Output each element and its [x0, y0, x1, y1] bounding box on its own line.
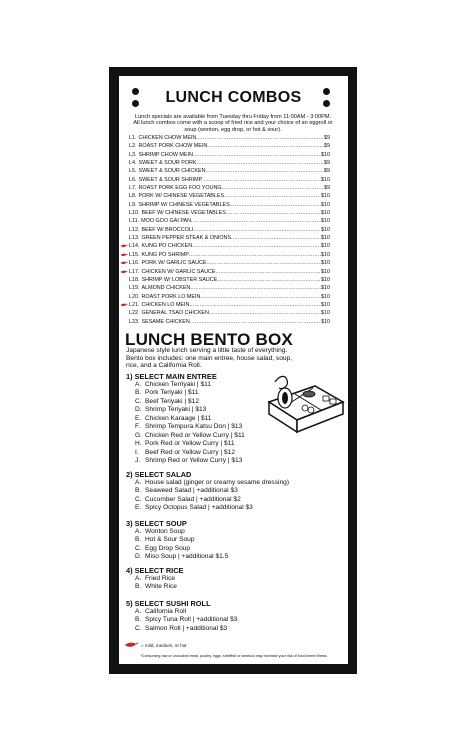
combo-item-code: L17.: [129, 268, 140, 275]
bento-option: [135, 553, 228, 561]
dot-leader: [193, 226, 321, 234]
bento-option: [135, 479, 289, 487]
bento-title: LUNCH BENTO BOX: [125, 330, 293, 349]
bento-option-text: Shrimp Tempura Katsu Don | $13: [145, 423, 243, 431]
combo-item: [129, 318, 330, 326]
combo-item-code: L15.: [129, 251, 140, 258]
bento-option-letter: J.: [135, 457, 141, 465]
bento-option-text: Shrimp Red or Yellow Curry | $13: [145, 457, 243, 465]
combo-item: [129, 176, 330, 184]
dot-leader: [231, 234, 321, 242]
combo-item-name: ROAST PORK EGG FOO YOUNG: [138, 185, 222, 192]
bento-section-options: [135, 608, 237, 633]
combo-item-price: $10: [321, 201, 330, 208]
combo-item-price: $10: [321, 285, 330, 292]
combo-item-code: L10.: [129, 210, 140, 217]
combo-item-name: PORK W/ CHINESE VEGETABLES: [138, 193, 225, 200]
combo-item-price: $10: [321, 193, 330, 200]
bento-option-letter: B.: [135, 616, 142, 624]
bento-option-text: Cucumber Salad | +additional $2: [145, 495, 241, 503]
chili-pepper-icon: [120, 303, 128, 307]
bento-option: [135, 449, 245, 457]
combo-item-price: $10: [321, 276, 330, 283]
dot-leader: [197, 159, 324, 167]
dot-leader: [207, 142, 324, 150]
bento-option: [135, 389, 245, 397]
combo-item-price: $10: [321, 268, 330, 275]
combo-item-name: CHICKEN CHOW MEIN: [138, 135, 197, 141]
combo-item: [129, 192, 330, 200]
combo-item-code: L3.: [129, 151, 137, 158]
bento-option: [135, 545, 228, 553]
bento-option: [135, 487, 289, 495]
combo-item-name: MOO GOO GAI PAN: [141, 218, 192, 225]
combo-item-name: SESAME CHICKEN: [141, 318, 190, 325]
chili-pepper-icon: [120, 261, 128, 265]
combo-item-code: L11.: [129, 218, 140, 225]
combo-item: [129, 142, 330, 150]
bento-option: [135, 432, 245, 440]
spicy-legend-text: = mild, medium, or hot: [141, 642, 187, 648]
combo-item-name: SWEET & SOUR PORK: [138, 160, 197, 167]
combo-item-price: $9: [324, 185, 330, 192]
bento-option: [135, 423, 245, 431]
dot-leader: [222, 184, 324, 192]
combo-item-code: L9.: [129, 201, 137, 208]
bento-box-illustration: [265, 372, 345, 434]
menu-panel: [119, 76, 348, 664]
bento-option-text: Shrimp Teriyaki | $13: [145, 406, 207, 414]
bento-option-letter: D.: [135, 406, 142, 414]
combo-item-price: $10: [321, 310, 330, 317]
combo-item-price: $9: [324, 143, 330, 150]
bento-option-letter: G.: [135, 431, 142, 439]
bento-option: [135, 625, 237, 633]
combo-item-name: SWEET & SOUR SHRIMP: [138, 176, 203, 183]
combo-item-code: L14.: [129, 243, 140, 250]
bento-option: [135, 575, 177, 583]
chili-pepper-icon: [120, 270, 128, 274]
lunch-combos-header: [119, 84, 348, 116]
combo-item-price: $9: [324, 135, 330, 141]
combo-item: [129, 201, 330, 209]
bento-option-text: Hot & Sour Soup: [145, 536, 195, 544]
bento-option-letter: A.: [135, 479, 142, 486]
combo-item: [129, 284, 330, 292]
bento-option-letter: C.: [135, 495, 142, 503]
bento-option-text: Egg Drop Soup: [145, 544, 191, 552]
combo-item: [129, 159, 330, 167]
bento-option-text: Fried Rice: [145, 575, 176, 582]
combo-item-name: SHRIMP W/ CHINESE VEGETABLES: [138, 201, 230, 208]
bento-option-text: Beef Red or Yellow Curry | $12: [145, 448, 236, 456]
dot-leader: [206, 167, 325, 175]
bento-option-text: Pork Red or Yellow Curry | $11: [145, 440, 235, 448]
bento-option-text: Chicken Karaage | $11: [145, 414, 212, 422]
combo-item-code: L4.: [129, 160, 137, 167]
bento-section-options: [135, 575, 177, 592]
bento-option-letter: B.: [135, 389, 142, 397]
combo-item-price: $10: [321, 318, 330, 325]
combo-item-price: $9: [324, 160, 330, 167]
bento-option-text: Wonton Soup: [145, 528, 185, 535]
bento-option: [135, 496, 289, 504]
combo-item-code: L19.: [129, 285, 140, 292]
bento-option-letter: E.: [135, 504, 142, 512]
combo-item-price: $10: [321, 293, 330, 300]
bento-option-text: Beef Teriyaki | $12: [145, 397, 200, 405]
dot-leader: [226, 209, 321, 217]
combo-item-code: L22.: [129, 310, 140, 317]
bento-section-heading: 5) SELECT SUSHI ROLL: [126, 599, 211, 608]
bento-option: [135, 528, 228, 536]
combo-item-name: KUNG PO CHICKEN: [141, 243, 193, 250]
chili-pepper-icon: [120, 244, 128, 248]
bento-section-options: [135, 528, 228, 562]
combo-item-code: L7.: [129, 185, 137, 192]
combo-item: [129, 234, 330, 242]
combo-item-name: GENERAL TSAO CHICKEN: [141, 310, 209, 317]
combo-item-code: L2.: [129, 143, 137, 150]
dot-leader: [215, 268, 321, 276]
combo-item: [129, 151, 330, 159]
bento-option-letter: A.: [135, 575, 142, 582]
combo-item-name: SWEET & SOUR CHICKEN: [138, 168, 206, 175]
bento-option-letter: A.: [135, 381, 142, 388]
bento-option: [135, 457, 245, 465]
bento-option-letter: B.: [135, 583, 142, 591]
combo-item-name: BEEF W/ BROCCOLI: [141, 226, 194, 233]
bento-intro: Japanese style lunch serving a little taste of everything. Bento box includes: one main entree, house salad, soup, rice, and a California Roll.: [126, 347, 293, 370]
combo-item-code: L18.: [129, 276, 140, 283]
bento-option: [135, 583, 177, 591]
food-safety-disclaimer: *Consuming raw or uncooked meat, poultry, eggs, shellfish or seafood may increase your risk of food borne illness.: [140, 654, 328, 658]
bento-option-letter: A.: [135, 608, 142, 615]
bento-option-text: Chicken Terriyaki | $11: [145, 381, 211, 388]
combo-item: [129, 209, 330, 217]
combo-item-price: $10: [321, 251, 330, 258]
bento-option: [135, 440, 245, 448]
combo-item-code: L23.: [129, 318, 140, 325]
combo-item-price: $10: [321, 218, 330, 225]
combo-item-price: $10: [321, 260, 330, 267]
combo-item: [129, 226, 330, 234]
bento-option-letter: H.: [135, 440, 142, 448]
combo-item-price: $9: [324, 168, 330, 175]
bento-option-letter: D.: [135, 553, 142, 561]
dot-leader: [192, 242, 321, 250]
bento-option-text: Spicy Octopus Salad | +additional $3: [145, 504, 253, 512]
bento-option-text: House salad (ginger or creamy sesame dressing): [145, 479, 290, 486]
bento-section-options: [135, 479, 289, 513]
bento-option-text: Spicy Tuna Roll | +additional $3: [145, 616, 238, 624]
spicy-legend: [124, 642, 187, 648]
dot-leader: [193, 151, 321, 159]
dot-leader: [217, 276, 321, 284]
bento-option-text: California Roll: [145, 608, 187, 615]
combo-item-name: ROAST PORK CHOW MEIN: [138, 143, 208, 150]
combo-list: [129, 134, 330, 326]
combo-item: [129, 167, 330, 175]
lunch-combos-note: Lunch specials are available from Tuesday thru Friday from 11:00AM - 3:00PM. All lunch combos come with a scoop of fried rice and your choice of an eggroll or soup (wonton, egg drop, or hot & sour).: [133, 114, 333, 133]
bento-option-letter: A.: [135, 528, 142, 535]
combo-item: [129, 184, 330, 192]
combo-item-code: L20.: [129, 293, 140, 300]
bento-option: [135, 398, 245, 406]
combo-item: [129, 259, 330, 267]
combo-item-name: ALMOND CHICKEN: [141, 285, 191, 292]
dot-leader: [207, 259, 322, 267]
combo-item: [129, 268, 330, 276]
combo-item: [129, 301, 330, 309]
bento-option-text: Pork Teriyaki | $11: [145, 389, 199, 397]
dot-leader: [202, 176, 321, 184]
bento-option: [135, 608, 237, 616]
bento-section-heading: 3) SELECT SOUP: [126, 519, 187, 528]
combo-item-name: CHICKEN LO MEIN: [141, 301, 190, 308]
dot-leader: [196, 134, 324, 142]
combo-item-code: L21.: [129, 301, 140, 308]
bento-option-letter: F.: [135, 423, 141, 431]
combo-item-code: L16.: [129, 260, 140, 267]
combo-item-code: L1.: [129, 135, 137, 141]
bento-option-text: White Rice: [145, 583, 177, 591]
combo-item-price: $10: [321, 176, 330, 183]
bento-option-letter: I.: [135, 448, 139, 456]
combo-item-code: L6.: [129, 176, 137, 183]
bento-option: [135, 415, 245, 423]
dot-leader: [200, 293, 321, 301]
combo-item-name: SHRIMP W/ LOBSTER SAUCE: [141, 276, 218, 283]
combo-item-code: L5.: [129, 168, 137, 175]
bento-option: [135, 406, 245, 414]
bento-option-text: Miso Soup | +additional $1.5: [145, 553, 229, 561]
combo-item-price: $10: [321, 151, 330, 158]
bento-option-letter: C.: [135, 397, 142, 405]
bento-option-text: Seaweed Salad | +additional $3: [145, 487, 238, 495]
combo-item-name: BEEF W/ CHINESE VEGETABLES: [141, 210, 226, 217]
combo-item-name: PORK W/ GARLIC SAUCE: [141, 260, 207, 267]
combo-item-price: $10: [321, 301, 330, 308]
combo-item-code: L12.: [129, 226, 140, 233]
combo-item-name: KUNG PO SHRIMP: [141, 251, 189, 258]
combo-item: [129, 251, 330, 259]
decorative-dots-right: [323, 88, 331, 112]
combo-item-name: ROAST PORK LO MEIN: [141, 293, 201, 300]
dot-leader: [190, 318, 321, 326]
combo-item: [129, 242, 330, 250]
combo-item-price: $10: [321, 243, 330, 250]
bento-option-letter: B.: [135, 487, 142, 495]
bento-section-heading: 1) SELECT MAIN ENTREE: [126, 372, 217, 381]
combo-item: [129, 309, 330, 317]
chili-pepper-icon: [120, 253, 128, 257]
dot-leader: [209, 309, 321, 317]
bento-option: [135, 536, 228, 544]
bento-option-letter: E.: [135, 414, 142, 422]
dot-leader: [190, 284, 321, 292]
dot-leader: [224, 192, 321, 200]
combo-item-name: CHICKEN W/ GARLIC SAUCE: [141, 268, 216, 275]
bento-option: [135, 504, 289, 512]
combo-item-price: $10: [321, 235, 330, 242]
dot-leader: [189, 251, 321, 259]
lunch-combos-title: LUNCH COMBOS: [165, 89, 302, 106]
dot-leader: [189, 301, 321, 309]
combo-item: [129, 293, 330, 301]
bento-option-letter: C.: [135, 544, 142, 552]
bento-option-letter: C.: [135, 624, 142, 632]
chili-pepper-icon: [124, 642, 138, 648]
combo-item-name: SHRIMP CHOW MEIN: [138, 151, 193, 158]
bento-section-heading: 2) SELECT SALAD: [126, 470, 192, 479]
combo-item-code: L8.: [129, 193, 137, 200]
combo-item-price: $10: [321, 210, 330, 217]
bento-section-options: [135, 381, 245, 466]
bento-option-text: Salmon Roll | +additional $3: [145, 624, 228, 632]
combo-item: [129, 276, 330, 284]
combo-item-price: $10: [321, 226, 330, 233]
combo-item: [129, 134, 330, 142]
bento-option: [135, 381, 245, 389]
combo-item-name: GREEN PEPPER STEAK & ONIONS: [141, 235, 232, 242]
bento-option-text: Chicken Red or Yellow Curry | $11: [145, 431, 245, 439]
bento-section-heading: 4) SELECT RICE: [126, 566, 184, 575]
dot-leader: [230, 201, 321, 209]
combo-item-code: L13.: [129, 235, 140, 242]
dot-leader: [191, 217, 321, 225]
bento-option: [135, 616, 237, 624]
bento-option-letter: B.: [135, 536, 142, 544]
combo-item: [129, 217, 330, 225]
